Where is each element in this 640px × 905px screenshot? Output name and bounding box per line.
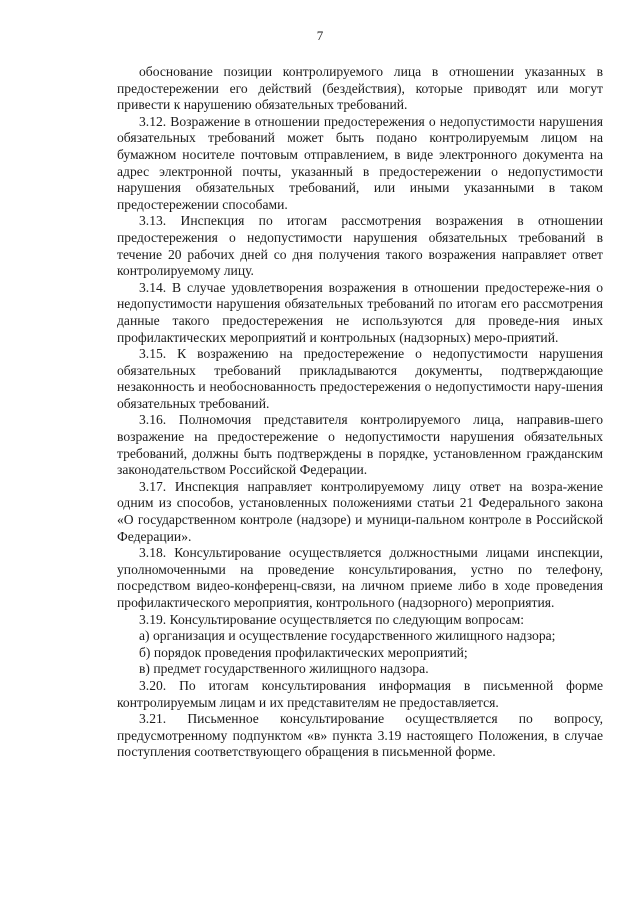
paragraph-3-14: 3.14. В случае удовлетворения возражения в отношении предостереже-ния о недопустимости нарушения обязательных требований по итогам его рассмотрения данные такого предостережения не используются для проведе-ния иных профилактических мероприятий и контрольных (надзорных) меро-приятий.	[117, 279, 603, 345]
list-item-b: б) порядок проведения профилактических мероприятий;	[139, 644, 468, 660]
list-item-a: а) организация и осуществление государственного жилищного надзора;	[139, 628, 556, 644]
paragraph-3-20: 3.20. По итогам консультирования информация в письменной форме контролируемым лицам и их представителям не предоставляется.	[117, 677, 603, 710]
paragraph-3-13: 3.13. Инспекция по итогам рассмотрения возражения в отношении предостережения о недопустимости нарушения обязательных требований в течение 20 рабочих дней со дня получения такого возражения направляет ответ контролируемому лицу.	[117, 213, 603, 279]
page-number: 7	[316, 28, 324, 43]
document-body	[117, 64, 603, 761]
paragraph-3-16: 3.16. Полномочия представителя контролируемого лица, направив-шего возражение на предостережение о недопустимости нарушения обязательных требований, должны быть подтверждены в порядке, установленном гражданским законодательством Российской Федерации.	[117, 412, 603, 478]
paragraph-continuation: обоснование позиции контролируемого лица в отношении указанных в предостережении его действий (бездействия), которые приводят или могут привести к нарушению обязательных требований.	[117, 64, 603, 113]
paragraph-3-21: 3.21. Письменное консультирование осуществляется по вопросу, предусмотренному подпунктом «в» пункта 3.19 настоящего Положения, в случае поступления соответствующего обращения в письменной форме.	[117, 711, 603, 760]
paragraph-3-17: 3.17. Инспекция направляет контролируемому лицу ответ на возра-жение одним из способов, установленных положениями статьи 21 Федерального закона «О государственном контроле (надзоре) и муници-пальном контроле в Российской Федерации».	[117, 478, 603, 544]
paragraph-3-18: 3.18. Консультирование осуществляется должностными лицами инспекции, уполномоченными на проведение консультирования, устно по телефону, посредством видео-конференц-связи, на личном приеме либо в ходе проведения профилактического мероприятия, контрольного (надзорного) мероприятия.	[117, 545, 603, 610]
paragraph-3-12: 3.12. Возражение в отношении предостережения о недопустимости нарушения обязательных требований может быть подано контролируемым лицом на бумажном носителе почтовым отправлением, в виде электронного документа на адрес электронной почты, указанный в предостережении о недопустимости нарушения обязательных требований, или иными указанными в таком предостережении способами.	[117, 113, 603, 212]
list-item-v: в) предмет государственного жилищного надзора.	[139, 661, 429, 677]
paragraph-3-19: 3.19. Консультирование осуществляется по следующим вопросам:	[139, 611, 525, 627]
paragraph-3-15: 3.15. К возражению на предостережение о недопустимости нарушения обязательных требований прикладываются документы, подтверждающие незаконность и необоснованность предостережения о недопустимости нару-шения обязательных требований.	[117, 346, 603, 411]
